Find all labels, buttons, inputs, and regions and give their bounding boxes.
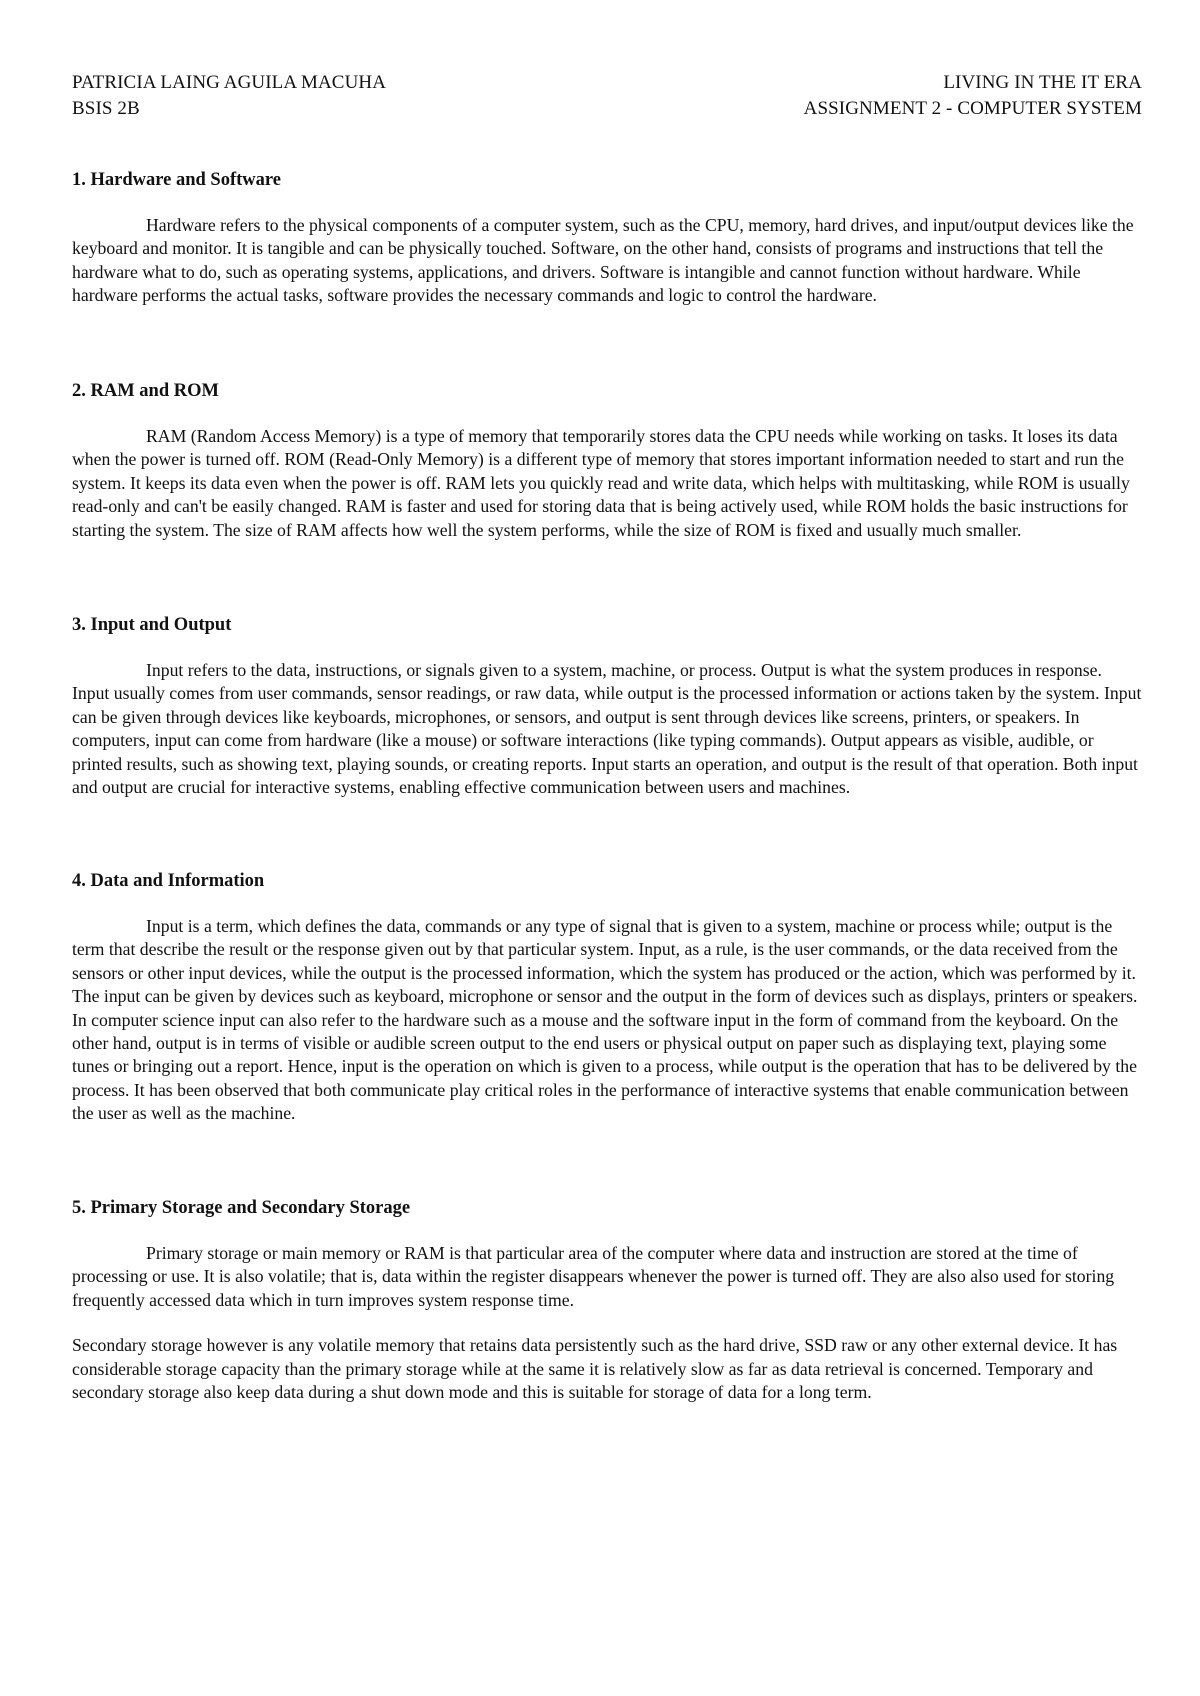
section-data-information <box>72 869 1142 1126</box>
section-title: 3. Input and Output <box>72 615 232 635</box>
section-title: 4. Data and Information <box>72 871 265 891</box>
student-section: BSIS 2B <box>72 98 140 119</box>
section-paragraph: Input refers to the data, instructions, or signals given to a system, machine, or process. Output is what the system produces in response. Input usually comes from user commands, sensor readings, or raw data, while output is the processed information or actions taken by the system. Input can be given through devices like keyboards, microphones, or sensors, and output is sent through devices like screens, printers, or speakers. In computers, input can come from hardware (like a mouse) or software interactions (like typing commands). Output appears as visible, audible, or printed results, such as showing text, playing sounds, or creating reports. Input starts an operation, and output is the result of that operation. Both input and output are crucial for interactive systems, enabling effective communication between users and machines. <box>72 660 1142 798</box>
section-title: 5. Primary Storage and Secondary Storage <box>72 1198 411 1218</box>
section-primary-secondary-storage <box>72 1196 1142 1404</box>
section-paragraph: Hardware refers to the physical components of a computer system, such as the CPU, memory, hard drives, and input/output devices like the keyboard and monitor. It is tangible and can be physically touched. Software, on the other hand, consists of programs and instructions that tell the hardware what to do, such as operating systems, applications, and drivers. Software is intangible and cannot function without hardware. While hardware performs the actual tasks, software provides the necessary commands and logic to control the hardware. <box>72 215 1134 306</box>
document-page <box>72 70 1142 1403</box>
section-paragraph: Secondary storage however is any volatile memory that retains data persistently such as the hard drive, SSD raw or any other external device. It has considerable storage capacity than the primary storage while at the same it is relatively slow as far as data retrieval is concerned. Temporary and secondary storage also keep data during a shut down mode and this is suitable for storage of data for a long term. <box>72 1335 1118 1403</box>
section-ram-rom <box>72 379 1142 542</box>
assignment-title: ASSIGNMENT 2 - COMPUTER SYSTEM <box>803 98 1142 119</box>
section-input-output <box>72 613 1142 799</box>
header-left <box>72 70 386 122</box>
section-paragraph: Primary storage or main memory or RAM is that particular area of the computer where data and instruction are stored at the time of processing or use. It is also volatile; that is, data within the register disappears whenever the power is turned off. They are also also used for storing frequently accessed data which in turn improves system response time. <box>72 1243 1115 1310</box>
document-header <box>72 70 1142 122</box>
course-title: LIVING IN THE IT ERA <box>943 72 1142 93</box>
student-name: PATRICIA LAING AGUILA MACUHA <box>72 72 387 93</box>
section-title: 1. Hardware and Software <box>72 170 281 190</box>
section-paragraph: RAM (Random Access Memory) is a type of memory that temporarily stores data the CPU needs while working on tasks. It loses its data when the power is turned off. ROM (Read-Only Memory) is a different type of memory that stores important information needed to start and run the system. It keeps its data even when the power is off. RAM lets you quickly read and write data, which helps with multitasking, while ROM is usually read-only and can't be easily changed. RAM is faster and used for storing data that is being actively used, while ROM holds the basic instructions for starting the system. The size of RAM affects how well the system performs, while the size of ROM is fixed and usually much smaller. <box>72 426 1130 540</box>
section-title: 2. RAM and ROM <box>72 381 219 401</box>
section-hardware-software <box>72 168 1142 308</box>
section-paragraph: Input is a term, which defines the data, commands or any type of signal that is given to a system, machine or process while; output is the term that describe the result or the response given out by that particular system. Input, as a rule, is the user commands, or the data received from the sensors or other input devices, while the output is the processed information, which the system has produced or the action, which was performed by it. The input can be given by devices such as keyboard, microphone or sensor and the output in the form of devices such as displays, printers or speakers. In computer science input can also refer to the hardware such as a mouse and the software input in the form of command from the keyboard. On the other hand, output is in terms of visible or audible screen output to the end users or physical output on paper such as displaying text, playing some tunes or bringing out a report. Hence, input is the operation on which is given to a process, while output is the operation that has to be delivered by the process. It has been observed that both communicate play critical roles in the performance of interactive systems that enable communication between the user as well as the machine. <box>72 916 1138 1124</box>
header-right <box>804 70 1142 122</box>
